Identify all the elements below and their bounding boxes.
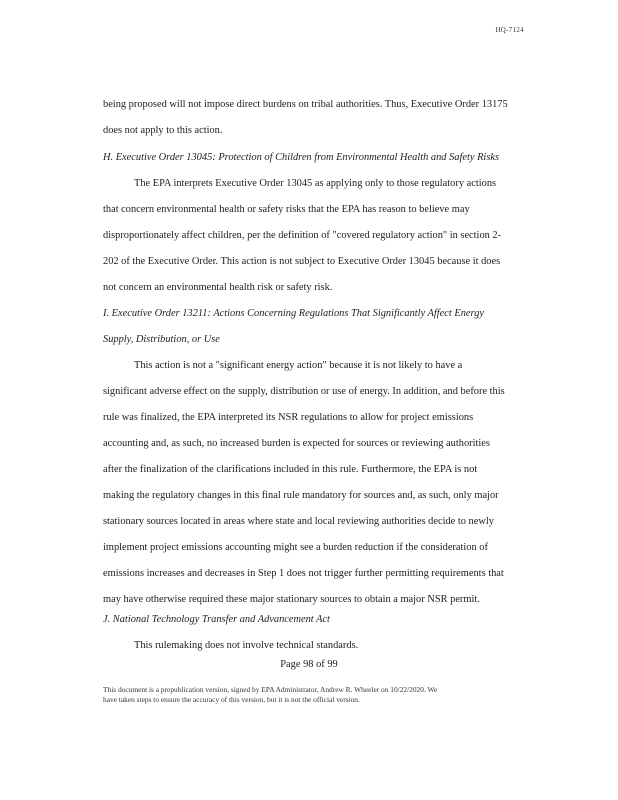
disclaimer-line-2: have taken steps to ensure the accuracy of this version, but it is not the official version. <box>103 695 360 704</box>
text-line: accounting and, as such, no increased burden is expected for sources or reviewing authorities <box>103 438 490 449</box>
text-line: does not apply to this action. <box>103 125 223 136</box>
disclaimer-line-1: This document is a prepublication version, signed by EPA Administrator, Andrew R. Wheeler on 10/22/2020. We <box>103 685 438 694</box>
section-heading-i: I. Executive Order 13211: Actions Concerning Regulations That Significantly Affect Energy <box>103 308 485 319</box>
section-heading-h: H. Executive Order 13045: Protection of Children from Environmental Health and Safety Risks <box>103 152 500 163</box>
text-line: after the finalization of the clarifications included in this rule. Furthermore, the EPA is not <box>103 464 478 475</box>
text-line: 202 of the Executive Order. This action is not subject to Executive Order 13045 because it does <box>103 256 501 267</box>
text-line: not concern an environmental health risk or safety risk. <box>103 282 333 293</box>
section-heading-j: J. National Technology Transfer and Advancement Act <box>103 614 330 625</box>
page-number: Page 98 of 99 <box>280 659 338 670</box>
text-line: This rulemaking does not involve technical standards. <box>134 640 359 651</box>
text-line: This action is not a "significant energy action" because it is not likely to have a <box>134 360 463 371</box>
text-line: rule was finalized, the EPA interpreted its NSR regulations to allow for project emissions <box>103 412 474 423</box>
text-line: making the regulatory changes in this final rule mandatory for sources and, as such, only major <box>103 490 499 501</box>
text-line: emissions increases and decreases in Step 1 does not trigger further permitting requirements that <box>103 568 504 579</box>
text-line: may have otherwise required these major stationary sources to obtain a major NSR permit. <box>103 594 480 605</box>
text-line: stationary sources located in areas where state and local reviewing authorities decide to newly <box>103 516 494 527</box>
text-line: being proposed will not impose direct burdens on tribal authorities. Thus, Executive Order 13175 <box>103 99 508 110</box>
text-line: implement project emissions accounting might see a burden reduction if the consideration of <box>103 542 488 553</box>
section-heading-i-cont: Supply, Distribution, or Use <box>103 334 220 345</box>
text-line: significant adverse effect on the supply, distribution or use of energy. In addition, and before this <box>103 386 505 397</box>
text-line: that concern environmental health or safety risks that the EPA has reason to believe may <box>103 204 470 215</box>
text-line: disproportionately affect children, per the definition of "covered regulatory action" in section 2- <box>103 230 502 241</box>
text-line: The EPA interprets Executive Order 13045 as applying only to those regulatory actions <box>134 178 497 189</box>
document-id: HQ-7124 <box>495 26 524 34</box>
